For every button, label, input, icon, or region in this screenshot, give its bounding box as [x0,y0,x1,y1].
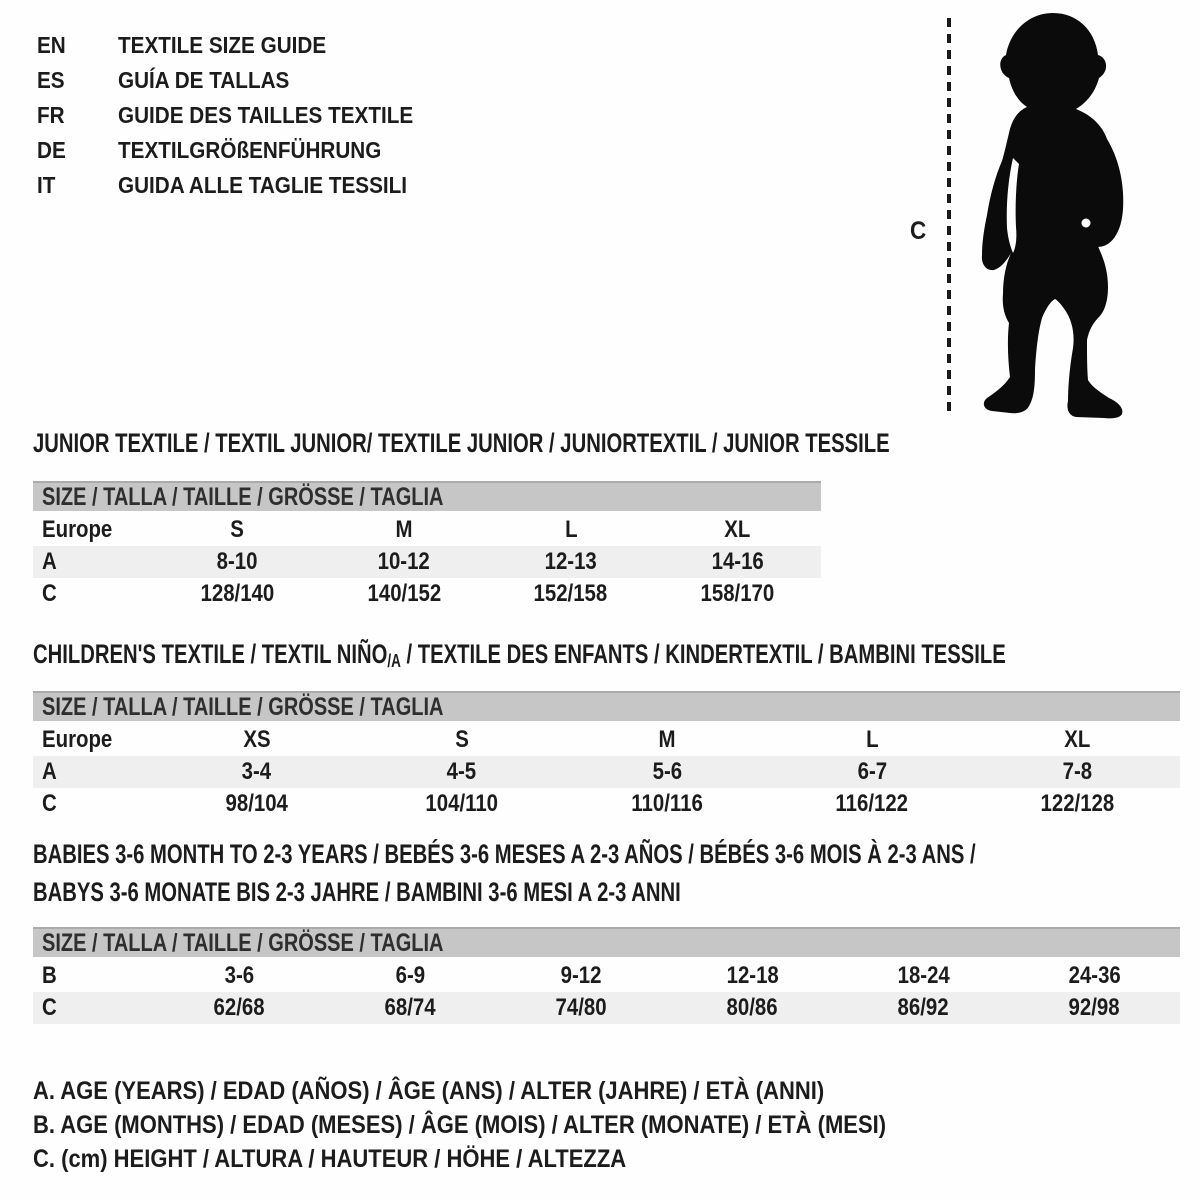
height-cell: 74/80 [555,994,608,1021]
table-row [33,724,1180,756]
height-cell: 116/122 [835,790,909,817]
babies-section-title-line1: BABIES 3-6 MONTH TO 2-3 YEARS / BEBÉS 3-6 MESES A 2-3 AÑOS / BÉBÉS 3-6 MOIS À 2-3 ANS / [33,839,976,869]
language-label: GUIDE DES TAILLES TEXTILE [118,102,414,128]
language-code: ES [37,67,65,93]
height-cell: 68/74 [384,994,437,1021]
row-label: B [42,962,57,989]
height-cell: 92/98 [1068,994,1121,1021]
table-row [33,546,821,578]
height-cell: 128/140 [200,580,275,607]
height-measure-dashed-line [947,18,951,415]
row-label: A [42,758,57,785]
size-cell: M [658,726,676,753]
age-cell: 14-16 [711,548,764,575]
language-row [37,63,446,98]
size-cell: XS [242,726,271,753]
height-cell: 140/152 [367,580,441,607]
age-cell: 12-13 [544,548,597,575]
size-cell: XL [724,516,751,543]
height-cell: 110/116 [631,790,703,817]
age-cell: 3-4 [241,758,272,785]
age-cell: 8-10 [216,548,258,575]
toddler-silhouette [956,10,1152,420]
size-header-bar: SIZE / TALLA / TAILLE / GRÖSSE / TAGLIA [33,691,1180,721]
height-cell: 122/128 [1040,790,1115,817]
children-title-text: CHILDREN'S TEXTILE / TEXTIL NIÑO [33,639,388,669]
language-row [37,133,446,168]
table-row [33,578,821,610]
language-code: FR [37,102,65,128]
row-label: C [42,790,57,817]
children-size-table [33,691,1180,820]
size-cell: L [564,516,578,543]
language-row [37,28,446,63]
legend [33,1074,1002,1176]
height-cell: 86/92 [897,994,950,1021]
language-row [37,168,446,203]
height-cell: 104/110 [425,790,499,817]
legend-line-age-years: A. AGE (YEARS) / EDAD (AÑOS) / ÂGE (ANS) / ALTER (JAHRE) / ETÀ (ANNI) [33,1077,825,1105]
language-list [37,28,446,203]
table-row [33,514,821,546]
row-label: C [42,580,57,607]
age-cell: 12-18 [726,962,779,989]
language-label: GUIDA ALLE TAGLIE TESSILI [118,172,408,198]
size-header-bar: SIZE / TALLA / TAILLE / GRÖSSE / TAGLIA [33,927,1180,957]
height-measure-label: C [910,217,927,245]
language-row [37,98,446,133]
age-cell: 9-12 [561,962,602,989]
size-cell: XL [1064,726,1091,753]
row-label: C [42,994,57,1021]
children-title-text: / TEXTILE DES ENFANTS / KINDERTEXTIL / BAMBINI TESSILE [400,639,1006,669]
size-cell: L [865,726,879,753]
legend-line-age-months: B. AGE (MONTHS) / EDAD (MESES) / ÂGE (MOIS) / ALTER (MONATE) / ETÀ (MESI) [33,1111,887,1139]
junior-section-title: JUNIOR TEXTILE / TEXTIL JUNIOR/ TEXTILE JUNIOR / JUNIORTEXTIL / JUNIOR TESSILE [33,428,890,458]
size-cell: S [230,516,245,543]
language-code: DE [37,137,66,163]
language-label: TEXTILGRÖßENFÜHRUNG [118,137,382,163]
age-cell: 4-5 [447,758,477,785]
table-row [33,756,1180,788]
size-cell: S [454,726,469,753]
row-label: Europe [42,726,113,753]
height-cell: 80/86 [726,994,779,1021]
children-title-subscript: /A [387,651,401,671]
table-row [33,960,1180,992]
age-cell: 5-6 [652,758,682,785]
children-section-title [33,641,1200,670]
age-cell: 18-24 [897,962,950,989]
row-label: Europe [42,516,113,543]
size-cell: M [395,516,413,543]
height-cell: 152/158 [533,580,608,607]
age-cell: 7-8 [1062,758,1093,785]
age-cell: 10-12 [378,548,431,575]
table-row [33,992,1180,1024]
row-label: A [42,548,57,575]
height-cell: 98/104 [225,790,288,817]
height-cell: 62/68 [213,994,266,1021]
age-cell: 6-9 [395,962,426,989]
language-code: IT [37,172,56,198]
language-code: EN [37,32,66,58]
height-cell: 158/170 [700,580,775,607]
junior-size-table [33,481,821,610]
legend-line-height-cm: C. (cm) HEIGHT / ALTURA / HAUTEUR / HÖHE / ALTEZZA [33,1145,627,1173]
language-label: TEXTILE SIZE GUIDE [118,32,327,58]
babies-size-table [33,927,1180,1024]
age-cell: 6-7 [857,758,887,785]
language-label: GUÍA DE TALLAS [118,67,290,93]
babies-section-title-line2: BABYS 3-6 MONATE BIS 2-3 JAHRE / BAMBINI 3-6 MESI A 2-3 ANNI [33,877,681,907]
table-row [33,788,1180,820]
age-cell: 3-6 [224,962,255,989]
age-cell: 24-36 [1068,962,1121,989]
size-header-bar: SIZE / TALLA / TAILLE / GRÖSSE / TAGLIA [33,481,821,511]
